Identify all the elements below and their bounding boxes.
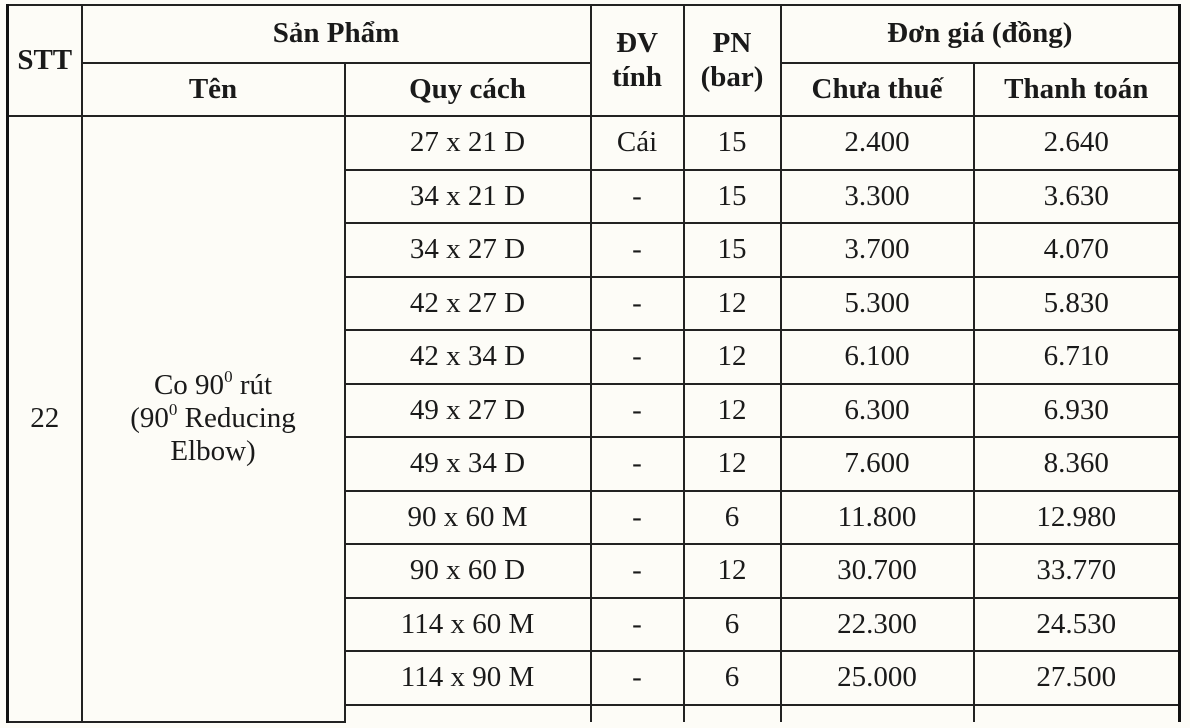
table-body <box>8 116 1180 722</box>
product-name-line2 <box>83 402 344 435</box>
cell-dv-tinh: - <box>591 491 684 545</box>
product-name <box>82 116 345 722</box>
cell-dv-tinh: Cái <box>591 116 684 170</box>
cell-quy-cach: 90 x 60 M <box>345 491 591 545</box>
cell-quy-cach: 27 x 21 D <box>345 116 591 170</box>
cell-pn: 12 <box>684 544 781 598</box>
cell-quy-cach: 90 x 60 D <box>345 544 591 598</box>
cell-dv-tinh: - <box>591 598 684 652</box>
cell-dv-tinh: - <box>591 437 684 491</box>
cell-thanh-toan: 33.770 <box>974 544 1180 598</box>
cell-pn: 15 <box>684 170 781 224</box>
header-dv-line2: tính <box>612 60 662 93</box>
cell-chua-thue: 3.700 <box>781 223 974 277</box>
degree-sup: 0 <box>224 366 233 386</box>
header-pn-line2: (bar) <box>700 60 764 93</box>
cell-thanh-toan: 12.980 <box>974 491 1180 545</box>
cell-dv-tinh: - <box>591 651 684 705</box>
name-line1-text: Co 90 <box>153 368 225 401</box>
cell-chua-thue: 7.600 <box>781 437 974 491</box>
cell-quy-cach: 42 x 27 D <box>345 277 591 331</box>
cell-chua-thue: 30.700 <box>781 544 974 598</box>
cell-chua-thue: 25.000 <box>781 651 974 705</box>
name-line2-suffix: Reducing <box>177 402 296 435</box>
empty-cell <box>974 705 1180 722</box>
name-line1-suffix: rút <box>232 368 273 401</box>
cell-thanh-toan: 4.070 <box>974 223 1180 277</box>
empty-cell <box>781 705 974 722</box>
product-stt: 22 <box>8 116 82 722</box>
header-quy-cach: Quy cách <box>345 63 591 116</box>
cell-dv-tinh: - <box>591 277 684 331</box>
header-pn <box>684 5 781 116</box>
degree-sup: 0 <box>168 400 178 420</box>
empty-cell <box>684 705 781 722</box>
cell-thanh-toan: 24.530 <box>974 598 1180 652</box>
cell-chua-thue: 2.400 <box>781 116 974 170</box>
header-pn-line1: PN <box>712 27 752 60</box>
header-san-pham: Sản Phẩm <box>82 5 591 63</box>
cell-quy-cach: 114 x 90 M <box>345 651 591 705</box>
cell-pn: 15 <box>684 116 781 170</box>
cell-dv-tinh: - <box>591 330 684 384</box>
cell-dv-tinh: - <box>591 544 684 598</box>
empty-cell <box>591 705 684 722</box>
header-chua-thue: Chưa thuế <box>781 63 974 116</box>
cell-pn: 6 <box>684 651 781 705</box>
product-name-line1 <box>83 366 344 402</box>
cell-pn: 6 <box>684 598 781 652</box>
cell-quy-cach: 34 x 21 D <box>345 170 591 224</box>
cell-pn: 12 <box>684 277 781 331</box>
cell-thanh-toan: 6.710 <box>974 330 1180 384</box>
cell-dv-tinh: - <box>591 223 684 277</box>
cell-dv-tinh: - <box>591 384 684 438</box>
header-stt: STT <box>8 5 82 116</box>
cell-quy-cach: 114 x 60 M <box>345 598 591 652</box>
cell-chua-thue: 11.800 <box>781 491 974 545</box>
cell-pn: 15 <box>684 223 781 277</box>
cell-chua-thue: 5.300 <box>781 277 974 331</box>
cell-thanh-toan: 6.930 <box>974 384 1180 438</box>
price-table <box>6 4 1181 723</box>
product-name-line3: Elbow) <box>170 435 256 468</box>
cell-thanh-toan: 2.640 <box>974 116 1180 170</box>
header-dv-tinh <box>591 5 684 116</box>
cell-thanh-toan: 5.830 <box>974 277 1180 331</box>
cell-dv-tinh: - <box>591 170 684 224</box>
cell-thanh-toan: 8.360 <box>974 437 1180 491</box>
cell-chua-thue: 3.300 <box>781 170 974 224</box>
header-ten: Tên <box>82 63 345 116</box>
cell-pn: 12 <box>684 384 781 438</box>
cell-quy-cach: 34 x 27 D <box>345 223 591 277</box>
header-don-gia: Đơn giá (đồng) <box>781 5 1180 63</box>
cell-quy-cach: 49 x 34 D <box>345 437 591 491</box>
cell-pn: 12 <box>684 330 781 384</box>
cell-pn: 6 <box>684 491 781 545</box>
cell-pn: 12 <box>684 437 781 491</box>
header-thanh-toan: Thanh toán <box>974 63 1180 116</box>
table-row <box>8 116 1180 170</box>
name-line2-text: (90 <box>130 402 169 435</box>
cell-chua-thue: 6.100 <box>781 330 974 384</box>
cell-thanh-toan: 27.500 <box>974 651 1180 705</box>
cell-quy-cach: 49 x 27 D <box>345 384 591 438</box>
cell-quy-cach: 42 x 34 D <box>345 330 591 384</box>
cell-thanh-toan: 3.630 <box>974 170 1180 224</box>
header-dv-line1: ĐV <box>616 27 658 60</box>
empty-cell <box>345 705 591 722</box>
cell-chua-thue: 22.300 <box>781 598 974 652</box>
cell-chua-thue: 6.300 <box>781 384 974 438</box>
